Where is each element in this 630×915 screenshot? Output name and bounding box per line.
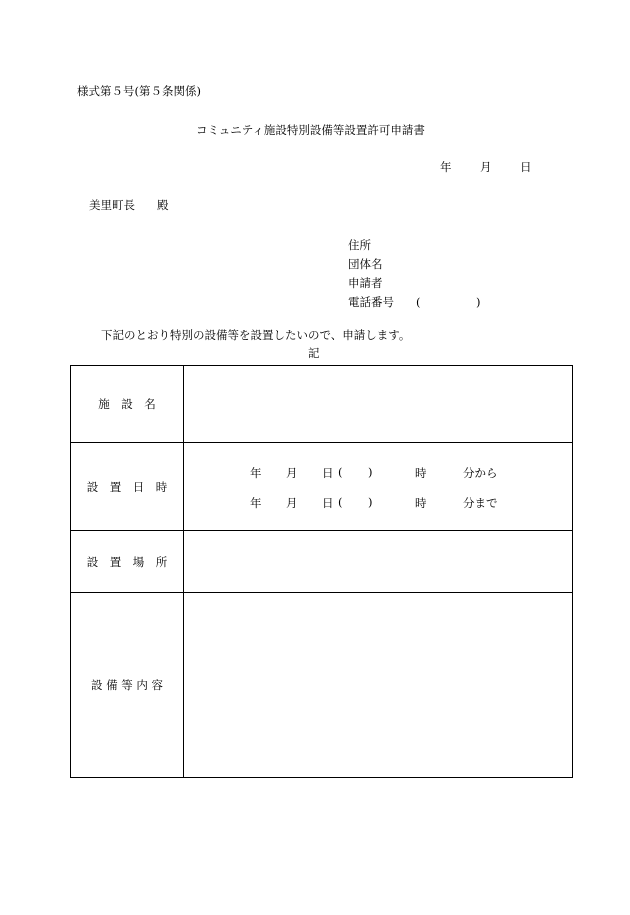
datetime-end xyxy=(184,495,572,509)
phone-paren: ( ) xyxy=(416,295,503,309)
phone-label: 電話番号 xyxy=(348,295,394,309)
end-day: 日 xyxy=(322,495,334,510)
date-year: 年 xyxy=(440,160,452,174)
facility-field[interactable] xyxy=(184,366,573,443)
applicant-label: 申請者 xyxy=(348,276,383,290)
intro-text: 下記のとおり特別の設備等を設置したいので、申請します。 xyxy=(101,328,411,342)
ki-label: 記 xyxy=(308,346,320,360)
group-name-label: 団体名 xyxy=(348,257,383,271)
application-date xyxy=(440,162,532,174)
place-field[interactable] xyxy=(184,531,573,593)
form-number: 様式第５号(第５条関係) xyxy=(77,84,201,98)
equipment-field[interactable] xyxy=(184,593,573,778)
document-title: コミュニティ施設特別設備等設置許可申請書 xyxy=(196,123,425,137)
date-month: 月 xyxy=(480,160,492,174)
equipment-row xyxy=(71,593,573,778)
facility-row xyxy=(71,366,573,443)
datetime-start xyxy=(184,465,572,479)
end-month: 月 xyxy=(286,495,298,510)
phone-row xyxy=(348,293,502,312)
start-paren-close: ) xyxy=(368,464,373,479)
end-paren-open: ( xyxy=(338,494,343,509)
facility-label: 施 設 名 xyxy=(71,366,184,443)
applicant-block xyxy=(348,236,502,312)
start-day: 日 xyxy=(322,465,334,480)
addressee-honorific: 殿 xyxy=(157,198,169,212)
place-row xyxy=(71,531,573,593)
place-label: 設 置 場 所 xyxy=(71,531,184,593)
addressee-name: 美里町長 xyxy=(89,198,135,212)
application-table xyxy=(70,365,573,778)
address-label: 住所 xyxy=(348,238,371,252)
addressee xyxy=(89,200,169,212)
end-minute: 分まで xyxy=(463,495,498,510)
start-minute: 分から xyxy=(463,465,498,480)
datetime-row xyxy=(71,443,573,531)
datetime-field[interactable] xyxy=(184,443,573,531)
equipment-label: 設 備 等 内 容 xyxy=(71,593,184,778)
start-month: 月 xyxy=(286,465,298,480)
start-paren-open: ( xyxy=(338,464,343,479)
start-hour: 時 xyxy=(415,465,427,480)
date-day: 日 xyxy=(520,160,532,174)
end-hour: 時 xyxy=(415,495,427,510)
end-paren-close: ) xyxy=(368,494,373,509)
start-year: 年 xyxy=(250,465,262,480)
end-year: 年 xyxy=(250,495,262,510)
datetime-label: 設 置 日 時 xyxy=(71,443,184,531)
